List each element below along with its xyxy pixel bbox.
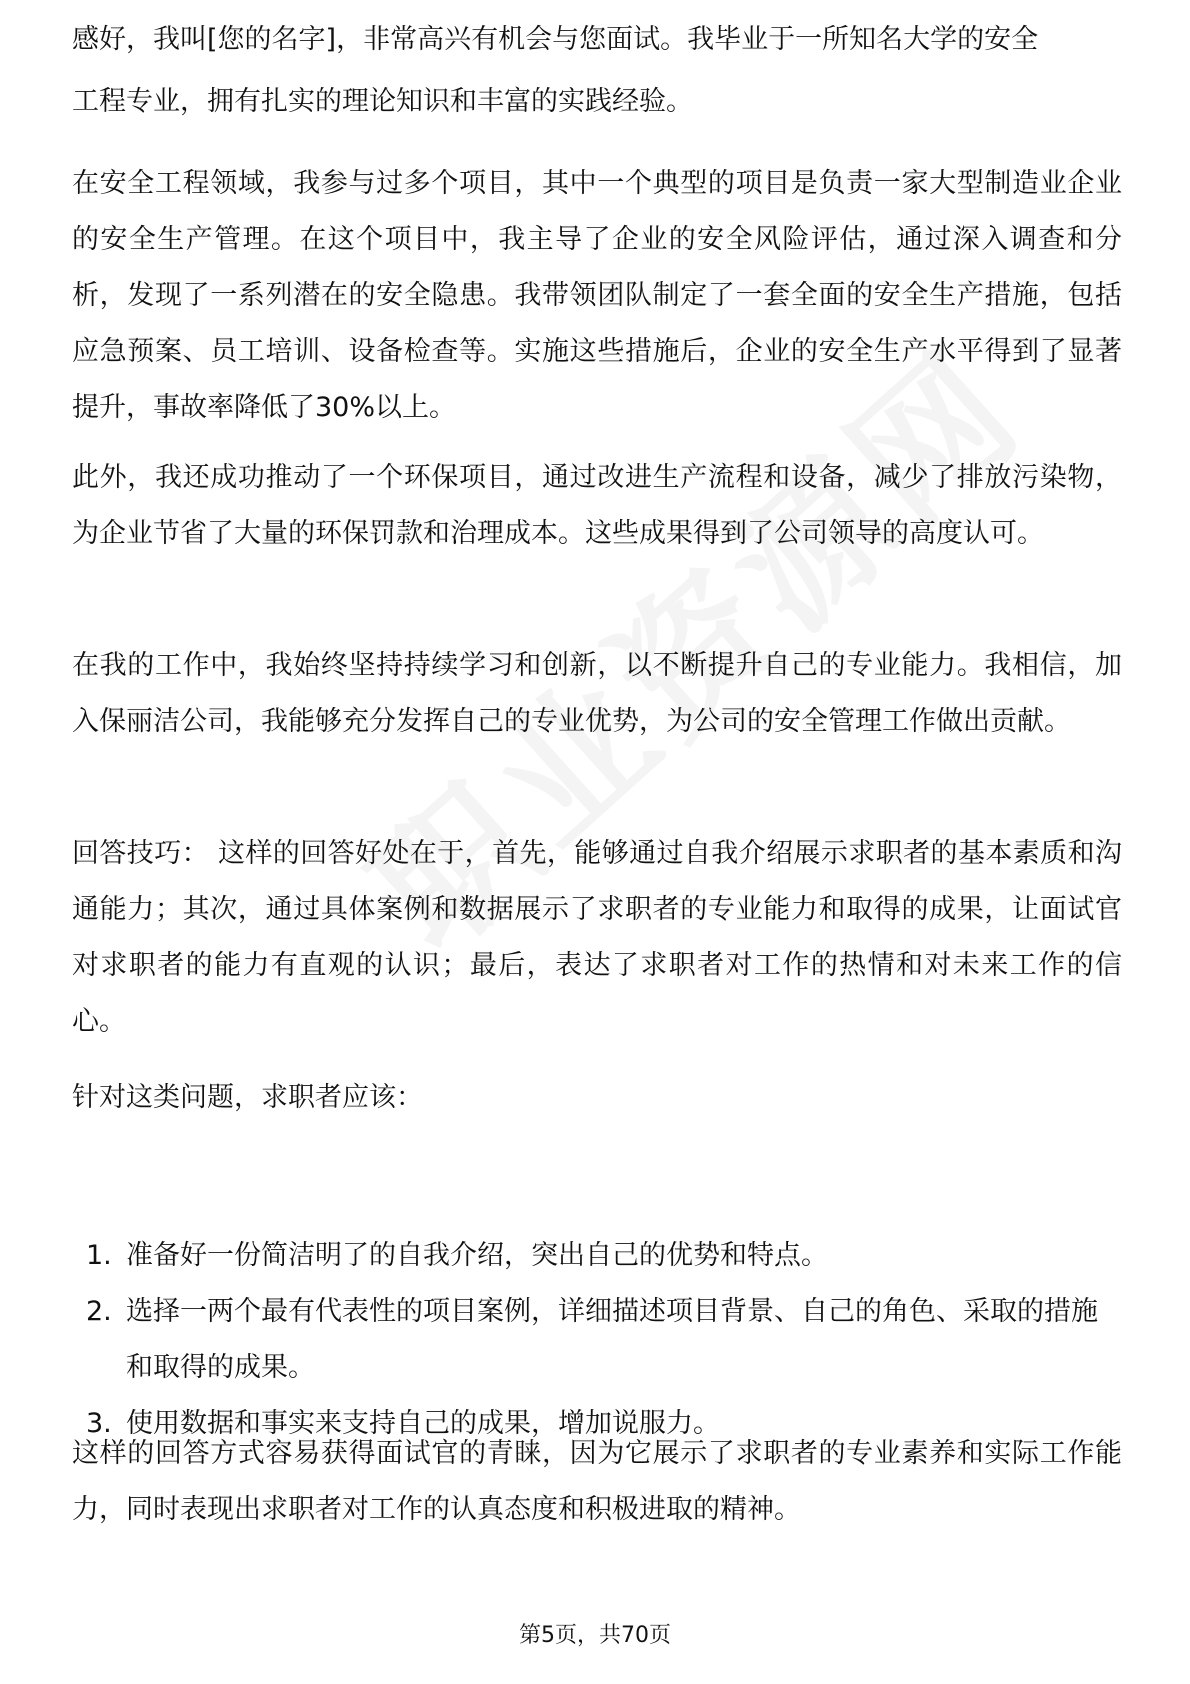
- paragraph-guidance-lead: 针对这类问题，求职者应该：: [72, 1082, 423, 1113]
- list-item: [72, 1228, 1122, 1284]
- guidance-list: [72, 1228, 1122, 1452]
- paragraph-project-experience: 在安全工程领域，我参与过多个项目，其中一个典型的项目是负责一家大型制造业企业的安全生产管理。在这个项目中，我主导了企业的安全风险评估，通过深入调查和分析，发现了一系列潜在的安全隐患。我带领团队制定了一套全面的安全生产措施，包括应急预案、员工培训、设备检查等。实施这些措施后，企业的安全生产水平得到了显著提升，事故率降低了30%以上。: [72, 168, 1122, 423]
- list-item-text: 使用数据和事实来支持自己的成果，增加说服力。: [126, 1408, 720, 1439]
- list-item-number: 1.: [86, 1240, 112, 1271]
- paragraph-environmental-project: 此外，我还成功推动了一个环保项目，通过改进生产流程和设备，减少了排放污染物，为企业节省了大量的环保罚款和治理成本。这些成果得到了公司领导的高度认可。: [72, 462, 1122, 549]
- paragraph-intro-cut-text: 感好，我叫[您的名字]，非常高兴有机会与您面试。我毕业于一所知名大学的安全: [72, 24, 1039, 55]
- page-number-footer: 第5页，共70页: [519, 1623, 671, 1648]
- paragraph-intro: 工程专业，拥有扎实的理论知识和丰富的实践经验。: [72, 86, 693, 117]
- paragraph-conclusion: 这样的回答方式容易获得面试官的青睐，因为它展示了求职者的专业素养和实际工作能力，同时表现出求职者对工作的认真态度和积极进取的精神。: [72, 1438, 1122, 1525]
- list-item: [72, 1284, 1122, 1396]
- list-item-text: 准备好一份简洁明了的自我介绍，突出自己的优势和特点。: [126, 1240, 828, 1271]
- paragraph-intro-cut-line: [72, 24, 1122, 68]
- list-item-number: 3.: [86, 1408, 112, 1439]
- paragraph-answer-tips: 回答技巧： 这样的回答好处在于，首先，能够通过自我介绍展示求职者的基本素质和沟通能力；其次，通过具体案例和数据展示了求职者的专业能力和取得的成果，让面试官对求职者的能力有直观的认识；最后，表达了求职者对工作的热情和对未来工作的信心。: [72, 838, 1122, 1037]
- list-item-text: 选择一两个最有代表性的项目案例，详细描述项目背景、自己的角色、采取的措施和取得的成果。: [126, 1296, 1098, 1383]
- paragraph-continuous-learning: 在我的工作中，我始终坚持持续学习和创新，以不断提升自己的专业能力。我相信，加入保丽洁公司，我能够充分发挥自己的专业优势，为公司的安全管理工作做出贡献。: [72, 650, 1122, 737]
- list-item-number: 2.: [86, 1296, 112, 1327]
